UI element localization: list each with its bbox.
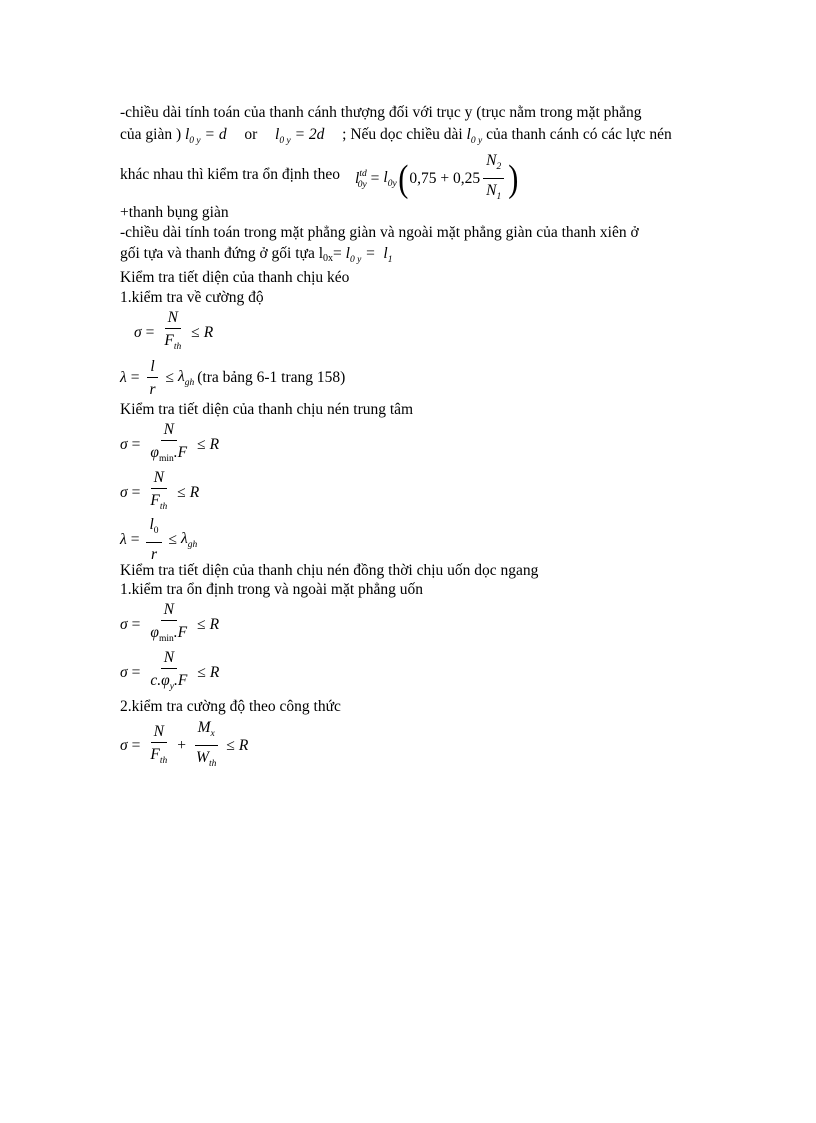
formula-sigma-out-of-plane: σ = $\frac{N}{c.\varphi_y.F}$ ≤ R (120, 649, 220, 692)
formula-l0y: $l_{0 y}$ (466, 126, 483, 146)
section-heading: Kiểm tra tiết diện của thanh chịu kéo (120, 269, 350, 286)
table-reference-note: (tra bảng 6-1 trang 158) (197, 369, 346, 386)
formula-sigma-combined: σ = $\frac{N}{F_{th}}$ + $\frac{M_x}{W_{th}}$ ≤ R (120, 719, 249, 769)
text-fragment: của giàn ) (120, 126, 182, 143)
text-fragment: or (244, 126, 258, 143)
formula-sigma-strength-net: σ = $\frac{N}{F_{th}}$ ≤ R (120, 469, 200, 512)
subsection-heading: 1.kiểm tra ổn định trong và ngoài mặt phẳng uốn (120, 581, 424, 598)
text-line: -chiều dài tính toán của thanh cánh thượng đối với trục y (trục nằm trong mặt phẳng (120, 104, 642, 121)
section-heading: Kiểm tra tiết diện của thanh chịu nén trung tâm (120, 401, 414, 418)
formula-sigma-stability-bending: σ = $\frac{N}{\varphi_{min}.F}$ ≤ R (120, 601, 220, 644)
formula-slenderness: λ = $\frac{l}{r}$ ≤ $\lambda_{gh}$ (tra bảng 6-1 trang 158) (120, 358, 346, 398)
formula-l0y-eq-2d: $l_{0 y} = 2d$ (275, 126, 325, 146)
text-line: khác nhau thì kiểm tra ổn định theo (120, 166, 340, 183)
text-line: -chiều dài tính toán trong mặt phẳng giàn và ngoài mặt phẳng giàn của thanh xiên ở (120, 224, 639, 241)
subsection-heading: 2.kiểm tra cường độ theo công thức (120, 698, 341, 715)
formula-coefficient: 0,75 + 0,25 (409, 170, 481, 187)
text-fragment: của thanh cánh có các lực nén (486, 126, 672, 143)
section-heading: Kiểm tra tiết diện của thanh chịu nén đồng thời chịu uốn dọc ngang (120, 562, 539, 579)
formula-l0y-eq-d: $l_{0 y} = d$ (184, 126, 227, 146)
formula-stability-variable-force: $l^{td}_{0y}$ = $l_{0y}$ ( 0,75 + 0,25 $\frac{N_2}{N_1}$ ) (355, 152, 519, 202)
text-fragment: ; Nếu dọc chiều dài (342, 126, 463, 143)
formula-l0y-eq-l1: $l_{0 y} = l_1$ (345, 245, 393, 265)
text-fragment: gối tựa và thanh đứng ở gối tựa l (120, 245, 324, 262)
text-fragment: = (333, 245, 342, 262)
formula-sigma-strength: σ = $\frac{N}{F_{th}}$ ≤ R (134, 309, 214, 352)
text-line-with-formulas (120, 244, 392, 270)
formula-sigma-stability: σ = $\frac{N}{\varphi_{min}.F}$ ≤ R (120, 421, 220, 464)
section-heading: +thanh bụng giàn (120, 204, 229, 221)
formula-slenderness-l0: λ = $\frac{l_0}{r}$ ≤ $\lambda_{gh}$ (120, 516, 198, 563)
subsection-heading: 1.kiểm tra về cường độ (120, 289, 264, 306)
text-line-with-formulas (120, 125, 672, 151)
text-subscript: 0x (323, 253, 334, 264)
